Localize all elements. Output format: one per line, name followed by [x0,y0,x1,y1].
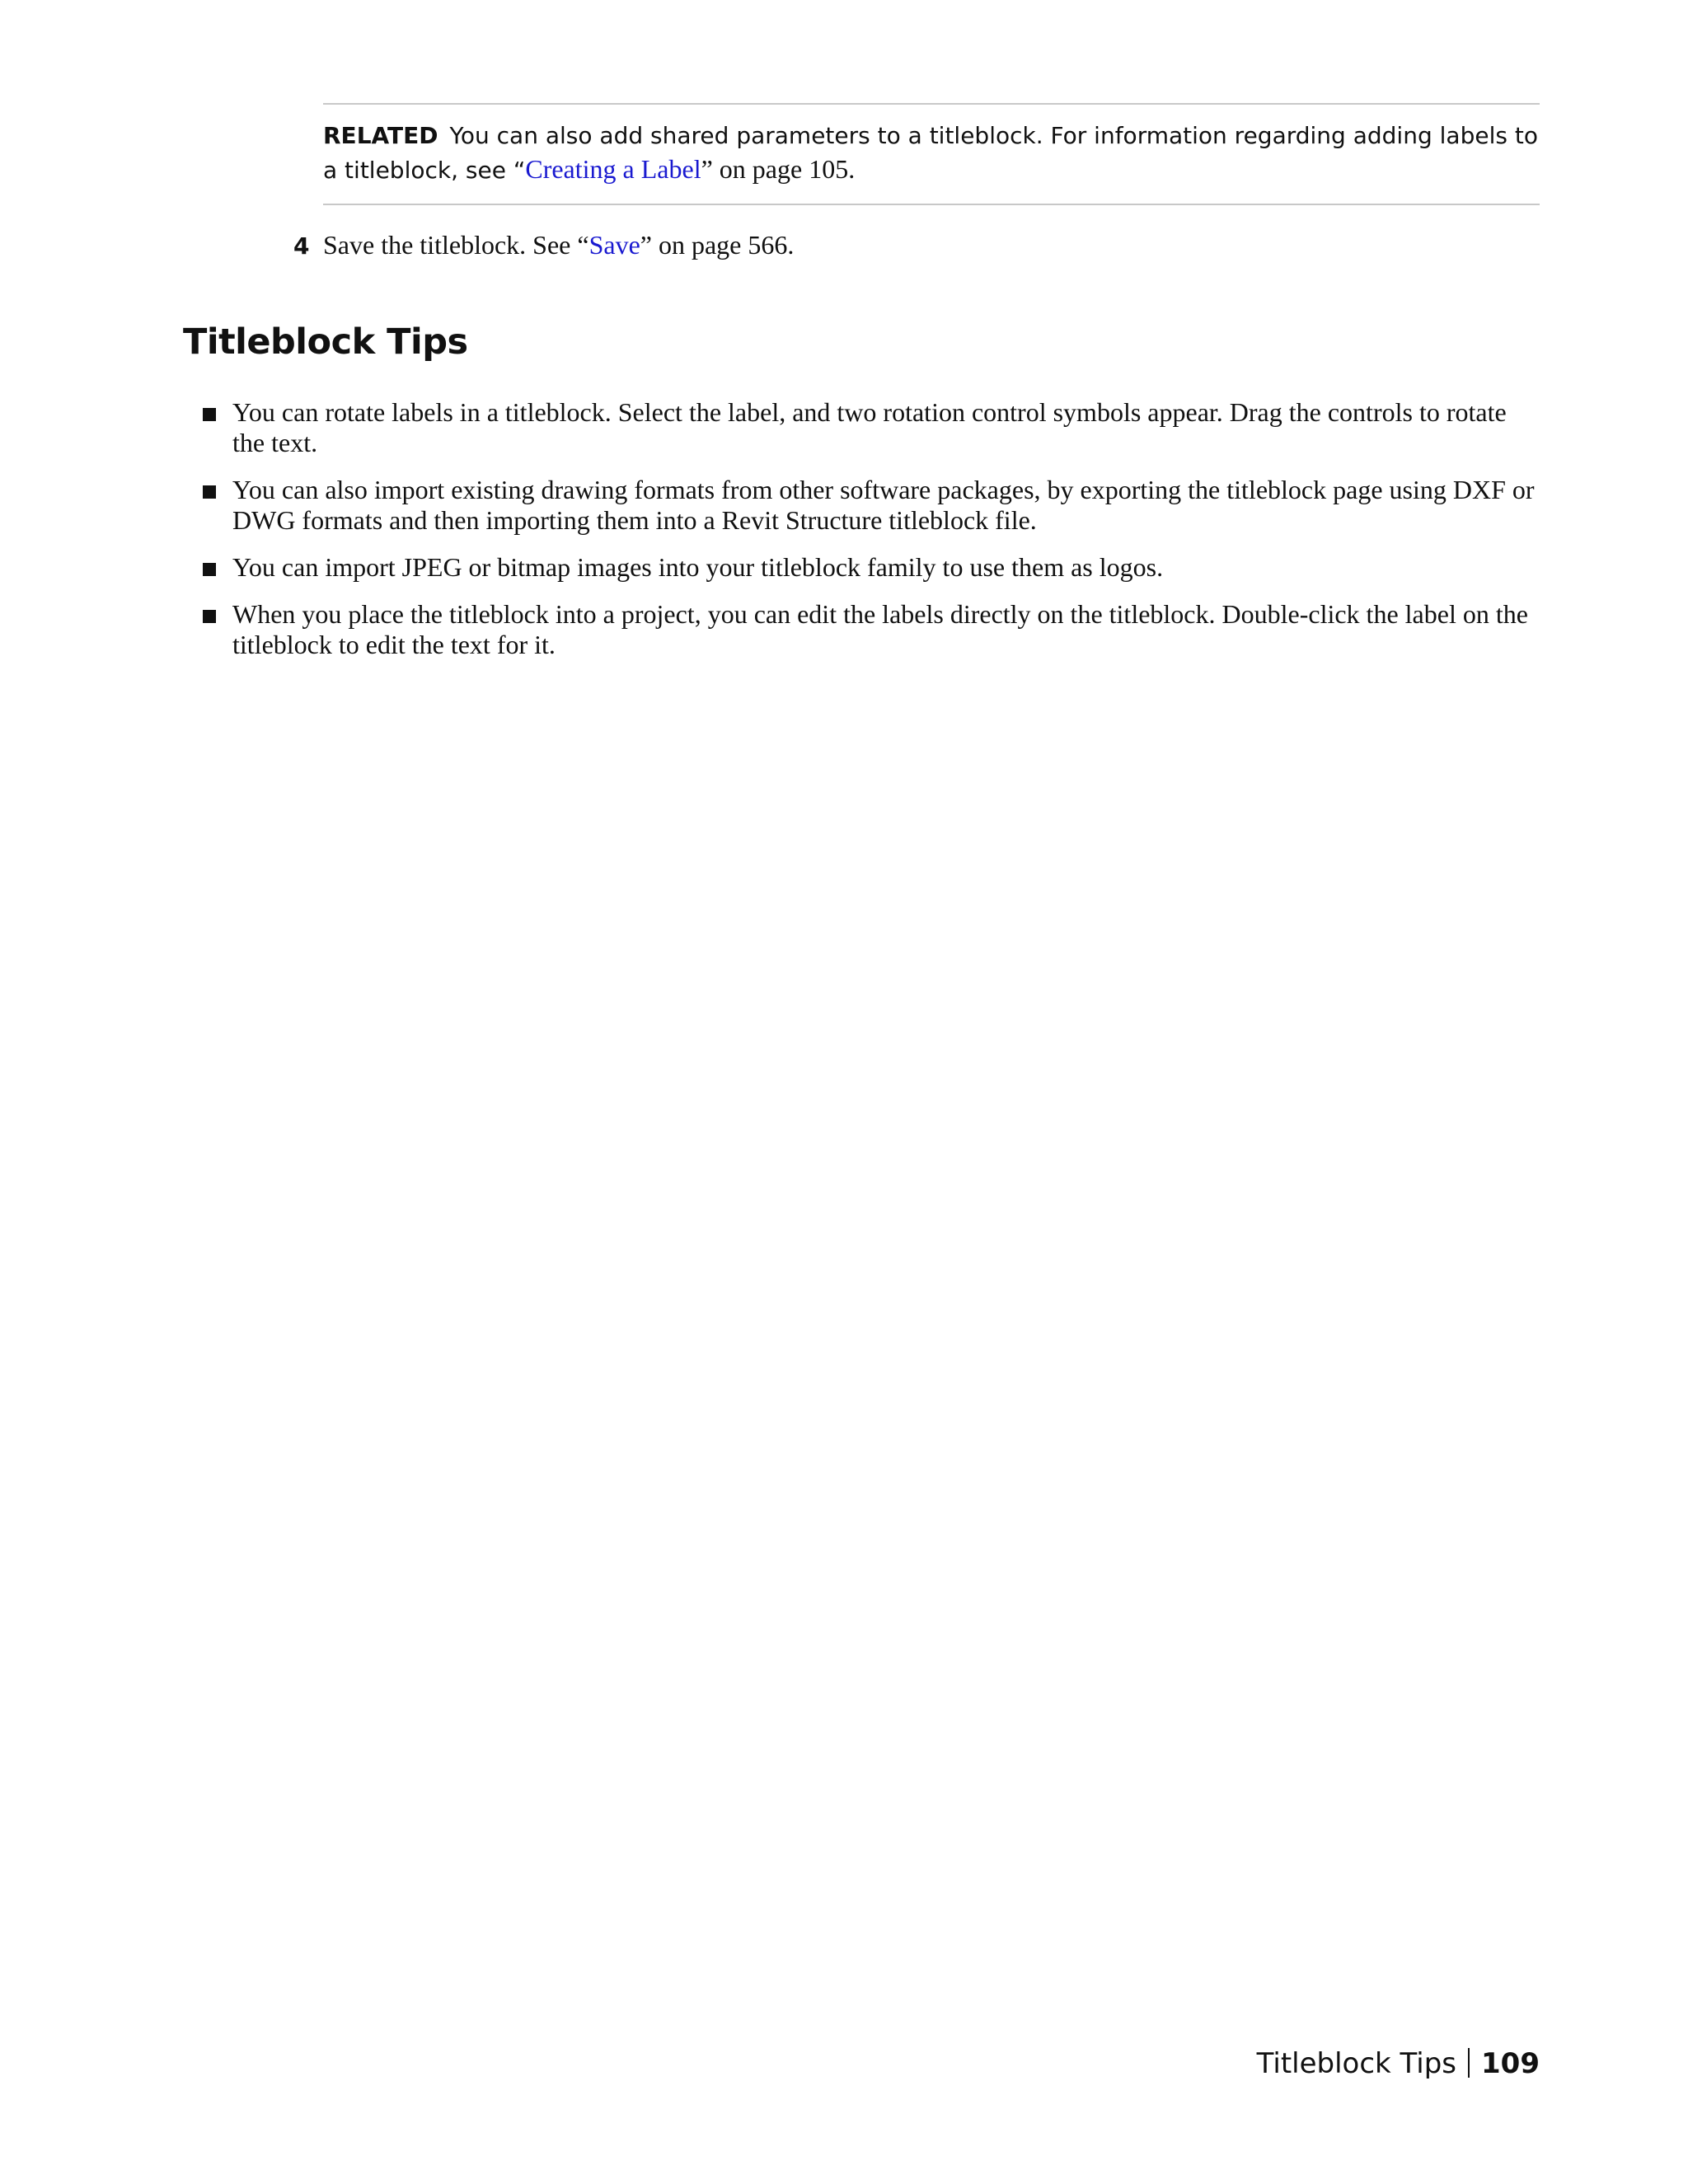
related-note-page-ref: ” on page 105. [701,154,856,184]
step-number: 4 [293,232,310,260]
creating-a-label-link[interactable]: Creating a Label [525,154,701,184]
bullet-square-icon [203,563,216,576]
save-link[interactable]: Save [588,230,640,260]
list-item [201,599,1540,660]
section-heading: Titleblock Tips [183,321,468,363]
step-item [293,228,794,263]
related-tag: RELATED [323,122,438,149]
related-note-text: You can also add shared parameters to a titleblock. For information regarding adding labels to a titleblock, see “ [323,122,1538,184]
footer-divider [1468,2048,1470,2078]
list-item-text: When you place the titleblock into a project, you can edit the labels directly on the titleblock. Double-click the label on the titleblock to edit the text for it. [232,599,1528,659]
list-item-text: You can rotate labels in a titleblock. Select the label, and two rotation control symbols appear. Drag the controls to rotate the text. [232,397,1507,457]
page-footer [1257,2047,1540,2080]
list-item [201,397,1540,458]
bullet-square-icon [203,610,216,623]
tips-list [201,397,1540,677]
list-item [201,475,1540,536]
footer-section-title: Titleblock Tips [1256,2047,1457,2080]
step-text: Save the titleblock. See “ [323,230,589,260]
bullet-square-icon [203,485,216,499]
page-number: 109 [1481,2047,1540,2080]
related-note [323,103,1540,205]
step-page-ref: ” on page 566. [640,230,795,260]
list-item [201,552,1540,583]
bullet-square-icon [203,408,216,421]
list-item-text: You can import JPEG or bitmap images into your titleblock family to use them as logos. [232,552,1164,582]
list-item-text: You can also import existing drawing formats from other software packages, by exporting the titleblock page using DXF or DWG formats and then importing them into a Revit Structure titleblock file. [232,475,1535,535]
